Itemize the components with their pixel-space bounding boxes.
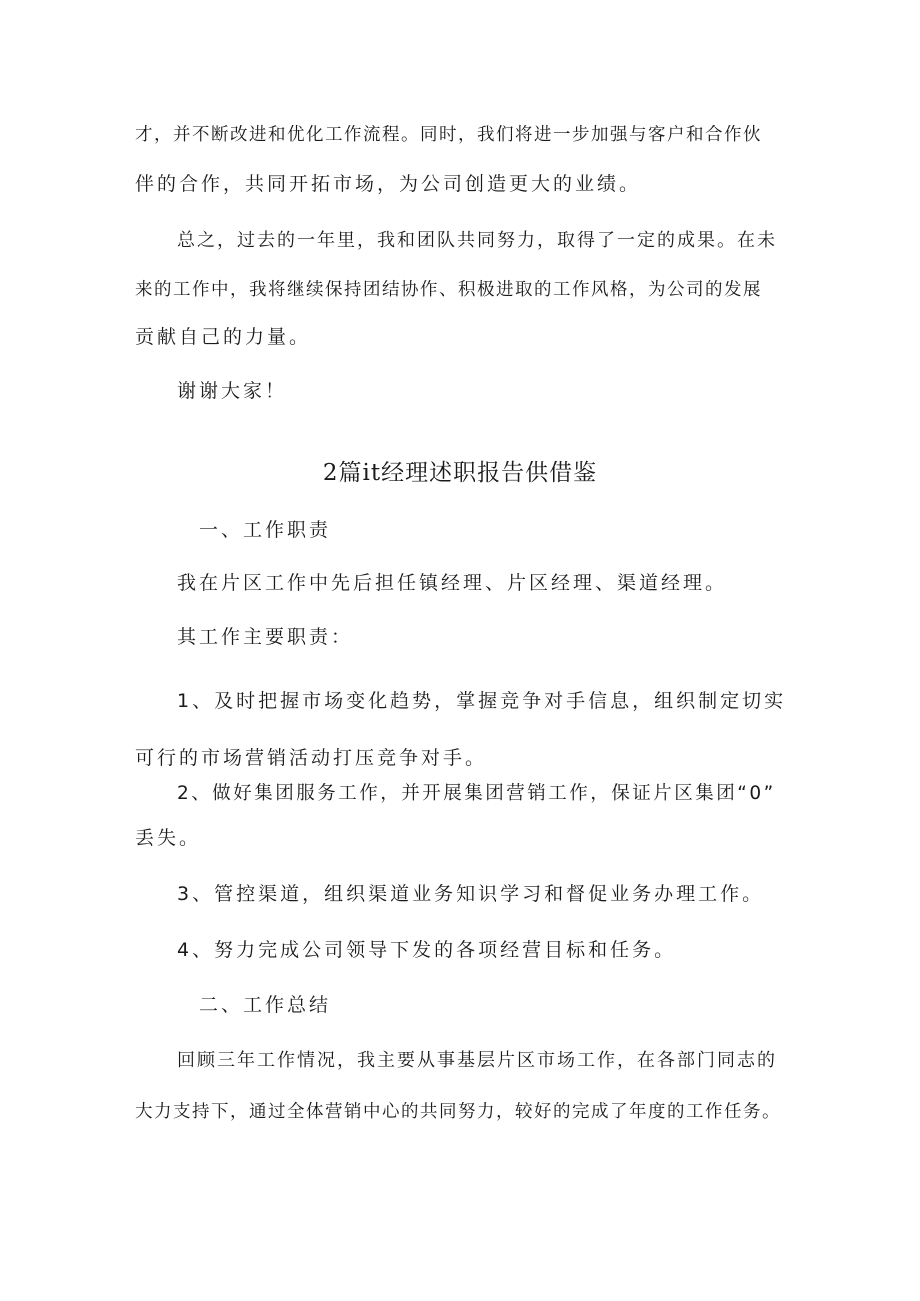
paragraph-line: 大力支持下，通过全体营销中心的共同努力，较好的完成了年度的工作任务。 — [135, 1102, 781, 1122]
list-item-continuation: 可行的市场营销活动打压竞争对手。 — [135, 747, 488, 769]
section-heading: 二、工作总结 — [199, 994, 332, 1016]
list-item: 3、管控渠道，组织渠道业务知识学习和督促业务办理工作。 — [177, 883, 765, 905]
list-item: 4、努力完成公司领导下发的各项经营目标和任务。 — [177, 939, 677, 961]
paragraph-line: 来的工作中，我将继续保持团结协作、积极进取的工作风格，为公司的发展 — [135, 280, 762, 300]
paragraph-line: 总之，过去的一年里，我和团队共同努力，取得了一定的成果。在未 — [177, 230, 777, 251]
paragraph-line: 才，并不断改进和优化工作流程。同时，我们将进一步加强与客户和合作伙 — [135, 125, 762, 145]
paragraph-line: 贡献自己的力量。 — [135, 326, 312, 348]
list-item-continuation: 丢失。 — [135, 827, 202, 849]
paragraph-line: 回顾三年工作情况，我主要从事基层片区市场工作，在各部门同志的 — [177, 1050, 777, 1071]
list-item: 1、及时把握市场变化趋势，掌握竞争对手信息，组织制定切实 — [177, 690, 787, 712]
section-heading: 一、工作职责 — [199, 519, 332, 541]
document-title: 2篇it经理述职报告供借鉴 — [322, 460, 598, 486]
list-item: 2、做好集团服务工作，并开展集团营销工作，保证片区集团“0” — [177, 783, 776, 804]
paragraph-line: 我在片区工作中先后担任镇经理、片区经理、渠道经理。 — [177, 572, 728, 594]
paragraph-line: 伴的合作，共同开拓市场，为公司创造更大的业绩。 — [135, 173, 642, 195]
closing-line: 谢谢大家！ — [177, 380, 288, 402]
paragraph-line: 其工作主要职责： — [177, 626, 354, 648]
